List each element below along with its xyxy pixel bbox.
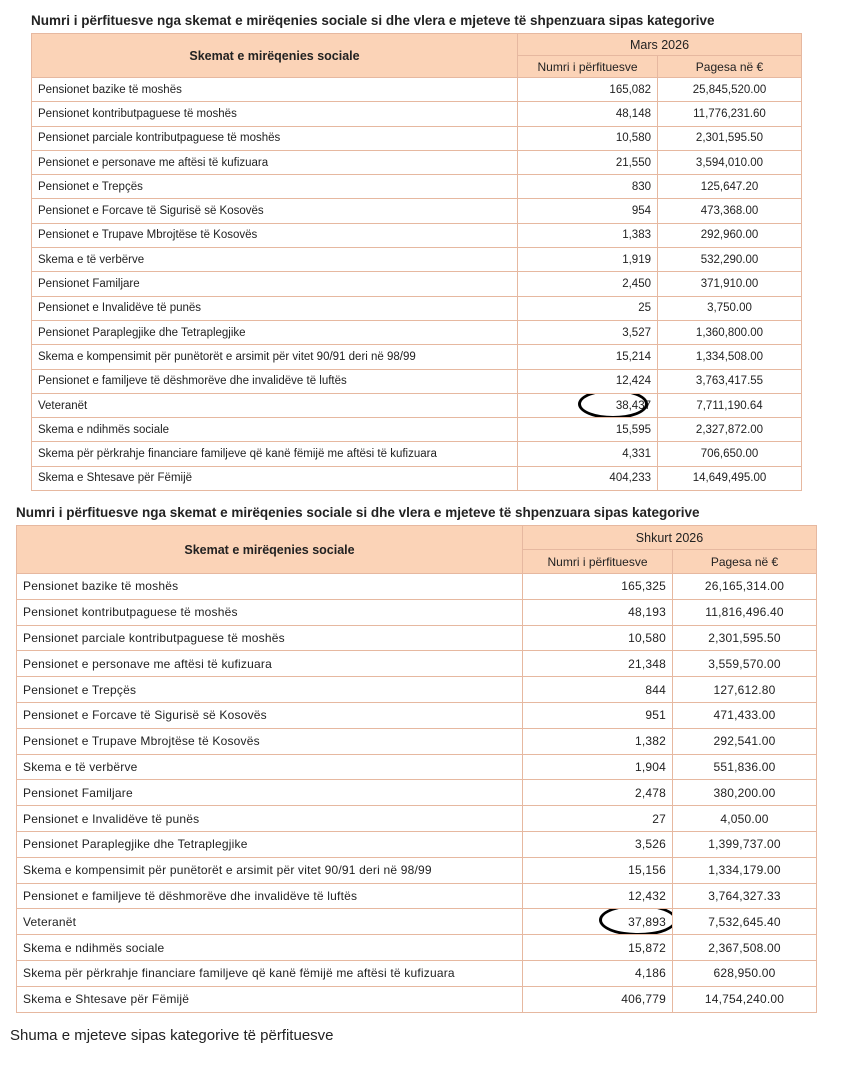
scheme-name-cell	[17, 909, 523, 935]
payment-amount-cell	[658, 442, 802, 466]
payment-amount-cell-text: 1,334,508.00	[695, 350, 764, 363]
table-row	[17, 754, 817, 780]
scheme-name-cell-text: Skema e kompensimit për punëtorët e arsimit për vitet 90/91 deri në 98/99	[38, 350, 416, 363]
beneficiary-count-cell	[523, 574, 673, 600]
beneficiaries-table-march	[31, 33, 802, 491]
beneficiary-count-cell-text: 4,186	[634, 966, 666, 981]
scheme-name-cell	[32, 248, 518, 272]
table-row	[32, 126, 802, 150]
scheme-name-cell-text: Skema e Shtesave për Fëmijë	[38, 472, 193, 485]
beneficiary-count-cell-text: 48,148	[615, 107, 651, 120]
scheme-name-cell	[32, 442, 518, 466]
table-row	[17, 935, 817, 961]
table-row	[32, 345, 802, 369]
beneficiary-count-cell	[518, 248, 658, 272]
beneficiary-count-cell	[523, 986, 673, 1012]
table-row	[17, 960, 817, 986]
payment-amount-cell	[673, 599, 817, 625]
beneficiary-count-cell-text: 15,214	[615, 350, 651, 363]
beneficiary-count-cell	[518, 296, 658, 320]
payment-column-header: Pagesa në €	[673, 550, 817, 574]
scheme-name-cell	[17, 754, 523, 780]
payment-amount-cell-text: 371,910.00	[700, 278, 759, 291]
beneficiary-count-cell-text: 27	[652, 811, 666, 826]
beneficiaries-table-february	[16, 525, 817, 1013]
payment-amount-cell	[673, 754, 817, 780]
payment-amount-cell	[658, 199, 802, 223]
beneficiary-count-cell-text: 2,450	[622, 278, 651, 291]
table-row	[17, 986, 817, 1012]
payment-amount-cell	[673, 574, 817, 600]
scheme-name-cell	[17, 780, 523, 806]
scheme-name-cell	[32, 175, 518, 199]
scheme-name-cell-text: Skema e Shtesave për Fëmijë	[23, 992, 190, 1007]
scheme-name-cell	[17, 960, 523, 986]
table-row	[32, 150, 802, 174]
beneficiary-count-cell	[523, 960, 673, 986]
table-row	[32, 393, 802, 417]
beneficiary-count-cell-text: 406,779	[621, 992, 666, 1007]
table-row	[17, 780, 817, 806]
scheme-name-cell	[17, 574, 523, 600]
payment-amount-cell	[658, 248, 802, 272]
payment-amount-cell	[673, 857, 817, 883]
beneficiary-count-cell-text: 15,595	[615, 423, 651, 436]
payment-amount-cell-text: 2,367,508.00	[708, 940, 781, 955]
beneficiary-count-cell	[523, 780, 673, 806]
scheme-name-cell-text: Skema e kompensimit për punëtorët e arsimit për vitet 90/91 deri në 98/99	[23, 863, 432, 878]
payment-amount-cell-text: 292,541.00	[713, 734, 776, 749]
beneficiary-count-cell	[518, 369, 658, 393]
payment-amount-cell-text: 7,711,190.64	[696, 399, 763, 412]
payment-amount-cell-text: 3,594,010.00	[695, 156, 764, 169]
scheme-name-cell	[32, 78, 518, 102]
table-row	[17, 728, 817, 754]
payment-amount-cell-text: 471,433.00	[713, 708, 776, 723]
beneficiary-count-cell	[518, 320, 658, 344]
scheme-name-cell	[32, 320, 518, 344]
payment-amount-cell-text: 3,559,570.00	[708, 656, 781, 671]
payment-amount-cell	[658, 150, 802, 174]
beneficiary-count-cell	[523, 883, 673, 909]
payment-amount-cell	[673, 625, 817, 651]
scheme-column-header: Skemat e mirëqenies sociale	[32, 34, 518, 78]
scheme-name-cell	[32, 150, 518, 174]
payment-amount-cell	[673, 909, 817, 935]
payment-amount-cell	[658, 102, 802, 126]
payment-amount-cell-text: 1,334,179.00	[708, 863, 781, 878]
beneficiary-count-cell	[518, 102, 658, 126]
payment-amount-cell	[658, 223, 802, 247]
scheme-name-cell-text: Veteranët	[23, 914, 77, 929]
scheme-name-cell	[17, 702, 523, 728]
scheme-name-cell-text: Skema e ndihmës sociale	[23, 940, 165, 955]
payment-amount-cell	[658, 272, 802, 296]
payment-amount-cell	[673, 806, 817, 832]
table2-title: Numri i përfituesve nga skemat e mirëqenies sociale si dhe vlera e mjeteve të shpenzuara sipas kategorive	[16, 505, 700, 520]
beneficiary-count-cell	[523, 754, 673, 780]
payment-amount-cell-text: 551,836.00	[713, 759, 776, 774]
table-row	[17, 651, 817, 677]
payment-amount-cell-text: 2,301,595.50	[708, 630, 781, 645]
beneficiary-count-cell-text: 10,580	[615, 132, 651, 145]
beneficiary-count-cell-text: 1,382	[634, 734, 666, 749]
payment-amount-cell	[658, 466, 802, 490]
table-row	[32, 369, 802, 393]
payment-amount-cell-text: 125,647.20	[700, 180, 759, 193]
table-row	[17, 574, 817, 600]
payment-amount-cell	[673, 831, 817, 857]
payment-amount-cell-text: 532,290.00	[700, 253, 759, 266]
scheme-name-cell	[32, 272, 518, 296]
scheme-name-cell-text: Pensionet kontributpaguese të moshës	[23, 605, 238, 620]
payment-amount-cell	[658, 296, 802, 320]
period-header: Shkurt 2026	[523, 526, 817, 550]
payment-amount-cell	[673, 677, 817, 703]
scheme-name-cell-text: Pensionet Familjare	[38, 278, 140, 291]
payment-amount-cell-text: 3,763,417.55	[695, 375, 764, 388]
scheme-name-cell-text: Pensionet bazike të moshës	[38, 83, 182, 96]
scheme-name-cell-text: Skema për përkrahje financiare familjeve që kanë fëmijë me aftësi të kufizuara	[23, 966, 455, 981]
beneficiary-count-cell-text: 951	[645, 708, 666, 723]
scheme-name-cell-text: Veteranët	[38, 399, 88, 412]
beneficiary-count-cell	[523, 625, 673, 651]
beneficiary-count-cell-text: 12,424	[615, 375, 651, 388]
beneficiary-count-cell	[523, 857, 673, 883]
payment-amount-cell-text: 26,165,314.00	[704, 579, 785, 594]
scheme-name-cell	[32, 102, 518, 126]
scheme-name-cell-text: Pensionet parciale kontributpaguese të moshës	[38, 132, 281, 145]
beneficiary-count-cell-text: 1,383	[622, 229, 651, 242]
table-row	[17, 625, 817, 651]
beneficiary-count-cell	[518, 466, 658, 490]
payment-amount-cell	[658, 418, 802, 442]
payment-amount-cell-text: 7,532,645.40	[708, 914, 781, 929]
scheme-name-cell-text: Pensionet bazike të moshës	[23, 579, 179, 594]
payment-amount-cell	[673, 651, 817, 677]
beneficiary-count-cell	[518, 223, 658, 247]
table-row	[32, 320, 802, 344]
scheme-name-cell-text: Pensionet kontributpaguese të moshës	[38, 107, 237, 120]
scheme-name-cell-text: Pensionet e personave me aftësi të kufizuara	[38, 156, 269, 169]
payment-amount-cell-text: 380,200.00	[713, 785, 776, 800]
scheme-name-cell-text: Pensionet Paraplegjike dhe Tetraplegjike	[23, 837, 248, 852]
beneficiary-count-cell-text: 21,348	[628, 656, 666, 671]
table-row	[32, 442, 802, 466]
scheme-name-cell-text: Skema për përkrahje financiare familjeve që kanë fëmijë me aftësi të kufizuara	[38, 448, 437, 461]
beneficiary-count-cell-text: 3,526	[634, 837, 666, 852]
scheme-name-cell-text: Pensionet Paraplegjike dhe Tetraplegjike	[38, 326, 246, 339]
scheme-name-cell	[17, 728, 523, 754]
table-row	[32, 248, 802, 272]
payment-amount-cell-text: 14,649,495.00	[692, 472, 767, 485]
payment-amount-cell	[658, 175, 802, 199]
beneficiary-count-cell-text: 10,580	[628, 630, 666, 645]
table-row	[32, 78, 802, 102]
payment-amount-cell-text: 4,050.00	[720, 811, 769, 826]
scheme-name-cell	[17, 625, 523, 651]
payment-amount-cell	[673, 935, 817, 961]
payment-amount-cell-text: 127,612.80	[713, 682, 776, 697]
beneficiary-count-cell-text: 48,193	[628, 605, 666, 620]
scheme-name-cell	[32, 418, 518, 442]
scheme-name-cell	[17, 883, 523, 909]
payment-amount-cell	[658, 393, 802, 417]
beneficiary-count-cell	[518, 418, 658, 442]
payment-amount-cell-text: 628,950.00	[713, 966, 776, 981]
footer-caption: Shuma e mjeteve sipas kategorive të përfituesve	[10, 1027, 334, 1044]
scheme-name-cell-text: Pensionet e Trupave Mbrojtëse të Kosovës	[23, 734, 260, 749]
table-row	[17, 599, 817, 625]
beneficiary-count-cell	[523, 831, 673, 857]
beneficiary-count-cell-text: 165,325	[621, 579, 666, 594]
payment-amount-cell-text: 2,301,595.50	[695, 132, 764, 145]
beneficiary-count-cell-text: 830	[631, 180, 651, 193]
beneficiary-count-cell	[518, 442, 658, 466]
table-row	[32, 223, 802, 247]
payment-amount-cell	[658, 78, 802, 102]
beneficiary-count-cell	[523, 702, 673, 728]
table-row	[32, 418, 802, 442]
scheme-name-cell-text: Pensionet Familjare	[23, 785, 133, 800]
payment-amount-cell-text: 25,845,520.00	[692, 83, 767, 96]
scheme-name-cell-text: Pensionet e personave me aftësi të kufizuara	[23, 656, 272, 671]
scheme-name-cell	[32, 199, 518, 223]
beneficiary-count-cell-text: 15,872	[628, 940, 666, 955]
table-row	[17, 702, 817, 728]
scheme-name-cell	[32, 126, 518, 150]
scheme-name-cell	[17, 986, 523, 1012]
beneficiary-count-cell-text: 4,331	[622, 448, 651, 461]
beneficiary-count-cell-text: 25	[638, 302, 651, 315]
beneficiary-count-cell-text: 2,478	[634, 785, 666, 800]
table-row	[32, 296, 802, 320]
payment-amount-cell	[673, 702, 817, 728]
beneficiary-count-cell	[523, 651, 673, 677]
payment-amount-cell	[658, 369, 802, 393]
table-row	[32, 175, 802, 199]
scheme-name-cell	[17, 651, 523, 677]
beneficiary-count-cell-text: 1,919	[622, 253, 651, 266]
beneficiary-count-cell	[523, 677, 673, 703]
beneficiary-count-cell	[518, 126, 658, 150]
scheme-name-cell-text: Pensionet e Invalidëve të punës	[23, 811, 200, 826]
payment-amount-cell-text: 3,750.00	[707, 302, 752, 315]
payment-amount-cell-text: 1,399,737.00	[708, 837, 781, 852]
beneficiary-count-cell-text: 165,082	[609, 83, 651, 96]
table-row	[17, 857, 817, 883]
table-row	[32, 102, 802, 126]
payment-amount-cell-text: 11,776,231.60	[693, 107, 766, 120]
scheme-name-cell-text: Skema e të verbërve	[38, 253, 145, 266]
beneficiary-count-cell	[523, 728, 673, 754]
beneficiary-count-cell	[518, 175, 658, 199]
table-row	[17, 806, 817, 832]
beneficiary-count-cell	[523, 935, 673, 961]
scheme-name-cell	[17, 599, 523, 625]
period-header: Mars 2026	[518, 34, 802, 56]
payment-column-header: Pagesa në €	[658, 56, 802, 78]
scheme-name-cell-text: Pensionet parciale kontributpaguese të moshës	[23, 630, 285, 645]
table-row	[32, 272, 802, 296]
scheme-name-cell-text: Pensionet e Invalidëve të punës	[38, 302, 202, 315]
beneficiary-count-cell	[518, 78, 658, 102]
beneficiary-count-cell-text: 21,550	[615, 156, 651, 169]
beneficiary-count-cell-text: 1,904	[634, 759, 666, 774]
scheme-name-cell	[32, 296, 518, 320]
payment-amount-cell	[673, 986, 817, 1012]
beneficiary-count-cell-text: 12,432	[628, 888, 666, 903]
scheme-name-cell-text: Skema e ndihmës sociale	[38, 423, 170, 436]
scheme-name-cell	[32, 369, 518, 393]
payment-amount-cell-text: 2,327,872.00	[695, 423, 764, 436]
beneficiary-count-cell	[518, 345, 658, 369]
table1-title: Numri i përfituesve nga skemat e mirëqenies sociale si dhe vlera e mjeteve të shpenzuara sipas kategorive	[31, 13, 715, 28]
scheme-column-header: Skemat e mirëqenies sociale	[17, 526, 523, 574]
payment-amount-cell-text: 706,650.00	[700, 448, 759, 461]
scheme-name-cell-text: Pensionet e Forcave të Sigurisë së Kosovës	[38, 205, 264, 218]
payment-amount-cell	[673, 728, 817, 754]
beneficiary-count-cell	[523, 599, 673, 625]
scheme-name-cell	[17, 806, 523, 832]
scheme-name-cell	[17, 677, 523, 703]
count-column-header: Numri i përfituesve	[523, 550, 673, 574]
table-row	[17, 883, 817, 909]
table-row	[32, 466, 802, 490]
table-row	[17, 677, 817, 703]
scheme-name-cell	[32, 466, 518, 490]
beneficiary-count-cell	[523, 806, 673, 832]
payment-amount-cell-text: 14,754,240.00	[704, 992, 785, 1007]
scheme-name-cell	[17, 935, 523, 961]
payment-amount-cell	[673, 960, 817, 986]
table-row	[17, 909, 817, 935]
beneficiary-count-cell-text: 38,437	[615, 399, 651, 412]
beneficiary-count-cell	[523, 909, 673, 935]
scheme-name-cell-text: Pensionet e Trepçës	[38, 180, 143, 193]
payment-amount-cell-text: 473,368.00	[700, 205, 759, 218]
beneficiary-count-cell-text: 404,233	[609, 472, 651, 485]
payment-amount-cell-text: 292,960.00	[700, 229, 759, 242]
beneficiary-count-cell-text: 844	[645, 682, 666, 697]
beneficiary-count-cell	[518, 199, 658, 223]
scheme-name-cell-text: Skema e të verbërve	[23, 759, 138, 774]
payment-amount-cell	[658, 345, 802, 369]
count-column-header: Numri i përfituesve	[518, 56, 658, 78]
table-row	[17, 831, 817, 857]
scheme-name-cell-text: Pensionet e Trupave Mbrojtëse të Kosovës	[38, 229, 258, 242]
payment-amount-cell-text: 1,360,800.00	[695, 326, 764, 339]
beneficiary-count-cell	[518, 150, 658, 174]
beneficiary-count-cell-text: 15,156	[628, 863, 666, 878]
scheme-name-cell	[17, 857, 523, 883]
table-row	[32, 199, 802, 223]
beneficiary-count-cell-text: 3,527	[622, 326, 651, 339]
beneficiary-count-cell	[518, 393, 658, 417]
payment-amount-cell-text: 3,764,327.33	[708, 888, 781, 903]
scheme-name-cell-text: Pensionet e familjeve të dëshmorëve dhe invalidëve të luftës	[38, 375, 347, 388]
beneficiary-count-cell-text: 37,893	[628, 914, 666, 929]
scheme-name-cell-text: Pensionet e familjeve të dëshmorëve dhe invalidëve të luftës	[23, 888, 358, 903]
beneficiary-count-cell-text: 954	[631, 205, 651, 218]
scheme-name-cell	[32, 223, 518, 247]
payment-amount-cell	[673, 780, 817, 806]
beneficiary-count-cell	[518, 272, 658, 296]
scheme-name-cell-text: Pensionet e Trepçës	[23, 682, 137, 697]
payment-amount-cell	[658, 126, 802, 150]
scheme-name-cell	[17, 831, 523, 857]
payment-amount-cell	[658, 320, 802, 344]
payment-amount-cell-text: 11,816,496.40	[705, 605, 784, 620]
scheme-name-cell-text: Pensionet e Forcave të Sigurisë së Kosovës	[23, 708, 267, 723]
scheme-name-cell	[32, 393, 518, 417]
scheme-name-cell	[32, 345, 518, 369]
payment-amount-cell	[673, 883, 817, 909]
